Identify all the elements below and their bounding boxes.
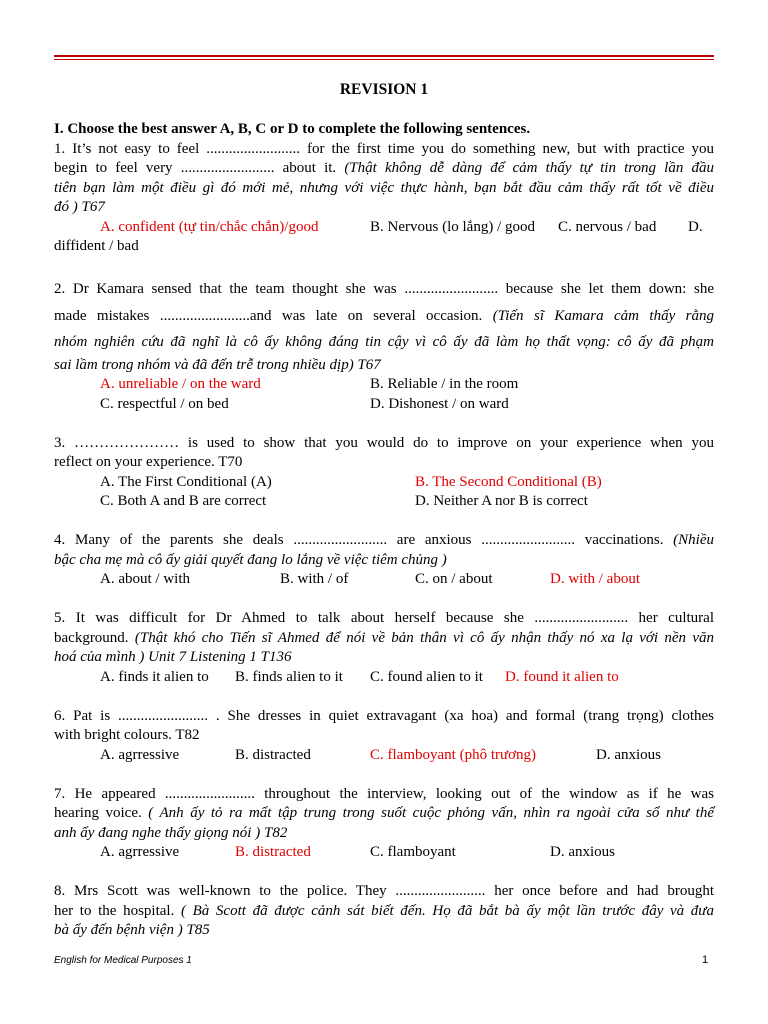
translation-text: (Nhiều	[673, 532, 714, 548]
question-text: reflect on your experience. T70	[54, 454, 243, 470]
option-c[interactable]: C. flamboyant (phô trương)	[370, 746, 537, 763]
answer-options	[54, 843, 714, 863]
option-b[interactable]: B. Reliable / in the room	[370, 376, 519, 392]
question-text: hearing voice.	[54, 805, 149, 821]
question-text: background.	[54, 629, 135, 646]
question-text: 3. ………………… is used to show that you would do to improve on your experience when you	[54, 434, 714, 451]
option-b[interactable]: B. with / of	[280, 571, 349, 587]
translation-text: anh ấy đang nghe thấy giọng nói ) T82	[54, 824, 288, 841]
question-text-line	[54, 303, 714, 330]
translation-text: bà ấy đến bệnh viện ) T85	[54, 922, 210, 938]
question-1	[54, 140, 714, 257]
option-c[interactable]: C. respectful / on bed	[100, 395, 229, 412]
question-text: 2. Dr Kamara sensed that the team thought she was ......................... because she let them down: she	[54, 281, 714, 297]
answer-options	[54, 473, 714, 493]
question-text: 8. Mrs Scott was well-known to the police. They ........................ her once before and had brought	[54, 883, 714, 899]
option-d-continued: diffident / bad	[54, 238, 139, 254]
option-c[interactable]: C. on / about	[415, 571, 493, 587]
header-rule-thin	[54, 59, 714, 60]
option-c[interactable]: C. Both A and B are correct	[100, 493, 267, 509]
option-d[interactable]: D.	[688, 218, 703, 235]
question-6	[54, 707, 714, 766]
question-text: 4. Many of the parents she deals ......................... are anxious ......................... vaccinations.	[54, 532, 674, 548]
answer-options	[54, 395, 714, 415]
option-c[interactable]: C. nervous / bad	[558, 218, 657, 235]
translation-text: ( Bà Scott đã được cảnh sát biết đến. Họ đã bắt bà ấy một lần trước đây và đưa	[180, 902, 714, 919]
question-text-line	[54, 902, 714, 922]
translation-text: (Tiến sĩ Kamara cảm thấy rằng	[492, 307, 715, 324]
translation-text: nhóm nghiên cứu đã nghĩ là cô ấy không đáng tin cậy vì cô ấy đã làm họ thất vọng: cô ấy đã phạm	[54, 334, 714, 350]
option-a[interactable]: A. confident (tự tin/chắc chắn)/good	[100, 218, 319, 235]
answer-options	[54, 492, 714, 512]
answer-options	[54, 668, 714, 688]
question-text-line	[54, 531, 714, 551]
question-7	[54, 785, 714, 863]
section-heading: I. Choose the best answer A, B, C or D to complete the following sentences.	[54, 121, 531, 137]
option-a[interactable]: A. agrressive	[100, 746, 180, 763]
question-4	[54, 531, 714, 590]
question-text-line	[54, 804, 714, 824]
question-3	[54, 434, 714, 512]
question-text: with bright colours. T82	[54, 727, 200, 743]
option-d[interactable]: D. found it alien to	[505, 668, 619, 685]
question-text: 5. It was difficult for Dr Ahmed to talk about herself because she ......................... her cultural	[54, 610, 714, 626]
option-b[interactable]: B. Nervous (lo lắng) / good	[370, 218, 535, 235]
option-d[interactable]: D. Neither A nor B is correct	[415, 493, 588, 509]
page-number: 1	[702, 954, 709, 966]
option-d[interactable]: D. Dishonest / on ward	[370, 395, 509, 412]
answer-options	[54, 570, 714, 590]
answer-options	[54, 746, 714, 766]
option-a[interactable]: A. finds it alien to	[100, 668, 209, 685]
option-c[interactable]: C. flamboyant	[370, 844, 456, 860]
option-b[interactable]: B. finds alien to it	[235, 668, 343, 685]
question-8	[54, 882, 714, 941]
footer-text: English for Medical Purposes 1	[54, 955, 192, 966]
answer-options	[54, 218, 714, 238]
question-text: 1. It’s not easy to feel ......................... for the first time you do something new, but with practice you	[54, 140, 714, 157]
option-d[interactable]: D. with / about	[550, 571, 640, 587]
header-rule-thick	[54, 55, 714, 57]
translation-text: bậc cha mẹ mà cô ấy giải quyết đang lo lắng về việc tiêm chủng )	[54, 551, 447, 568]
option-b[interactable]: B. The Second Conditional (B)	[415, 473, 602, 490]
question-text: begin to feel very ......................... about it.	[54, 160, 345, 176]
translation-text: đó ) T67	[54, 199, 105, 215]
option-c[interactable]: C. found alien to it	[370, 668, 483, 685]
option-a[interactable]: A. unreliable / on the ward	[100, 376, 261, 392]
question-text: 7. He appeared ........................ throughout the interview, looking out of the window as if he was	[54, 785, 714, 802]
question-text-line	[54, 159, 714, 179]
option-d[interactable]: D. anxious	[596, 746, 661, 763]
translation-text: ( Anh ấy tỏ ra mất tập trung trong suốt cuộc phỏng vấn, nhìn ra ngoài cửa sổ như thể	[148, 805, 714, 821]
option-b[interactable]: B. distracted	[235, 844, 311, 860]
page-title: REVISION 1	[339, 81, 429, 98]
question-text: made mistakes ........................and was late on several occasion.	[54, 307, 493, 324]
worksheet-content	[54, 120, 714, 941]
translation-text: tiên bạn làm một điều gì đó mới mẻ, nhưng với việc thực hành, bạn bắt đầu cảm thấy rất tốt về điều	[54, 179, 714, 196]
translation-text: sai lầm trong nhóm và đã đến trễ trong nhiều dịp) T67	[54, 356, 381, 373]
question-2	[54, 276, 714, 414]
option-a[interactable]: A. The First Conditional (A)	[100, 473, 272, 490]
question-text-line	[54, 629, 714, 649]
question-text: her to the hospital.	[54, 902, 181, 919]
option-a[interactable]: A. agrressive	[100, 844, 180, 860]
question-text: 6. Pat is ........................ . She dresses in quiet extravagant (xa hoa) and formal (trang trọng) clothes	[54, 707, 714, 724]
option-d[interactable]: D. anxious	[550, 844, 615, 860]
question-5	[54, 609, 714, 687]
translation-text: hoá của mình ) Unit 7 Listening 1 T136	[54, 649, 292, 665]
translation-text: (Thật không dễ dàng để cảm thấy tự tin trong lần đầu	[344, 160, 714, 176]
translation-text: (Thật khó cho Tiến sĩ Ahmed để nói về bản thân vì cô ấy nhận thấy nó xa lạ với nền văn	[134, 629, 715, 646]
answer-options	[54, 375, 714, 395]
option-b[interactable]: B. distracted	[235, 746, 311, 763]
option-a[interactable]: A. about / with	[100, 571, 190, 587]
